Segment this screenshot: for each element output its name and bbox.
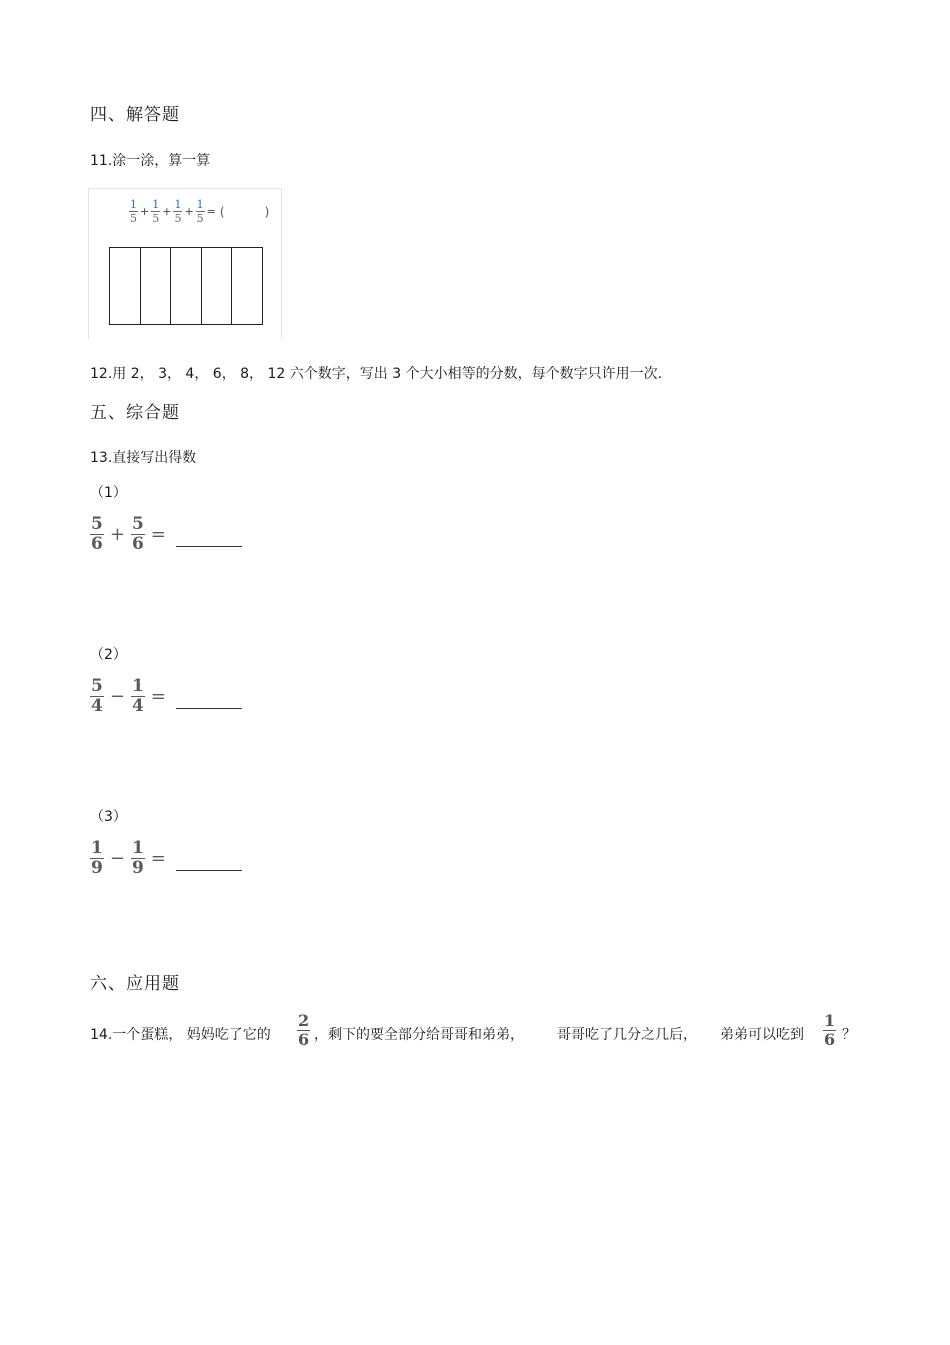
rectangle-part[interactable] bbox=[141, 248, 172, 324]
fraction: $\frac{1}{9}$ bbox=[131, 838, 144, 878]
fraction: $\frac{5}{6}$ bbox=[131, 514, 144, 554]
question-14-part4: 弟弟可以吃到 bbox=[720, 1027, 804, 1043]
equation-3: $\frac{1}{9}$ − $\frac{1}{9}$ = bbox=[90, 840, 242, 877]
section-heading-4: 四、解答题 bbox=[90, 105, 180, 125]
rectangle-part[interactable] bbox=[110, 248, 141, 324]
section-heading-6: 六、应用题 bbox=[90, 974, 180, 994]
sub-question-label: （1） bbox=[90, 485, 127, 501]
question-11-text: 11.涂一涂，算一算 bbox=[90, 153, 211, 169]
rectangle-part[interactable] bbox=[202, 248, 233, 324]
fraction: $\frac{1}{5}$ bbox=[174, 198, 182, 225]
rectangle-part[interactable] bbox=[171, 248, 202, 324]
sub-question-label: （3） bbox=[90, 809, 127, 825]
question-14-part1: 14.一个蛋糕， 妈妈吃了它的 bbox=[90, 1027, 271, 1043]
answer-blank[interactable] bbox=[176, 532, 242, 547]
fraction: $\frac{1}{4}$ bbox=[131, 676, 144, 716]
question-13-text: 13.直接写出得数 bbox=[90, 450, 197, 466]
sub-question-label: （2） bbox=[90, 647, 127, 663]
question-14-part3: 哥哥吃了几分之几后， bbox=[557, 1027, 697, 1043]
fraction: $\frac{1}{5}$ bbox=[152, 198, 160, 225]
fraction-one-sixth: $\frac{1}{6}$ bbox=[824, 1011, 836, 1049]
equation-1: $\frac{5}{6}$ + $\frac{5}{6}$ = bbox=[90, 516, 242, 553]
equation-2: $\frac{5}{4}$ − $\frac{1}{4}$ = bbox=[90, 678, 242, 715]
fraction: $\frac{5}{6}$ bbox=[91, 514, 103, 554]
fraction-two-sixths: $\frac{2}{6}$ bbox=[298, 1011, 310, 1049]
fraction: $\frac{5}{4}$ bbox=[91, 676, 103, 716]
answer-blank[interactable] bbox=[176, 856, 242, 871]
rectangle-part[interactable] bbox=[232, 248, 262, 324]
question-12-text: 12.用 2， 3， 4， 6， 8， 12 六个数字，写出 3 个大小相等的分数，每个数字只许用一次. bbox=[90, 366, 663, 382]
question-14-part2: ，剩下的要全部分给哥哥和弟弟， bbox=[314, 1027, 524, 1043]
fraction: $\frac{1}{5}$ bbox=[130, 198, 137, 225]
question-11-figure bbox=[88, 188, 282, 339]
answer-blank[interactable] bbox=[176, 694, 242, 709]
fraction: $\frac{1}{5}$ bbox=[196, 198, 204, 225]
question-14-part5: ？ bbox=[842, 1027, 856, 1043]
section-heading-5: 五、综合题 bbox=[90, 403, 180, 423]
five-part-rectangle[interactable] bbox=[109, 247, 263, 325]
fraction-sum-expression: $\frac{1}{5}$ + $\frac{1}{5}$ + $\frac{1}{5}$ + $\frac{1}{5}$ = ( ) bbox=[130, 198, 270, 225]
fraction: $\frac{1}{9}$ bbox=[91, 838, 103, 878]
